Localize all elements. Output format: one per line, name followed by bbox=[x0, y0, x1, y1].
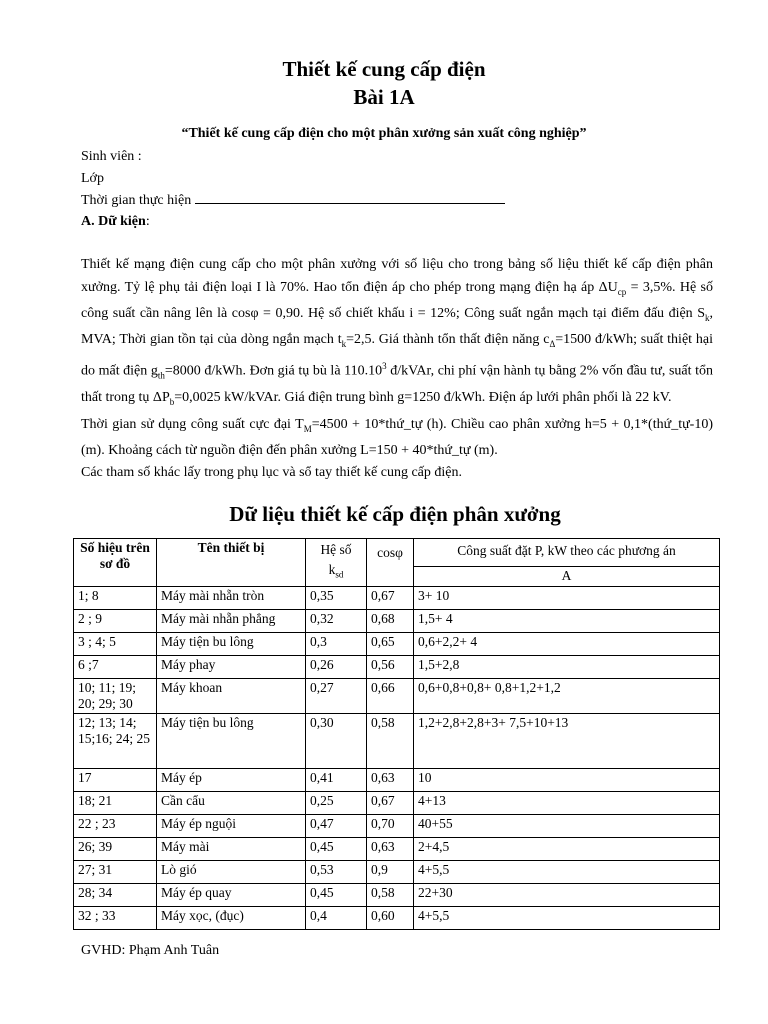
p1-sub-th: th bbox=[157, 370, 165, 381]
header-variant-a: A bbox=[414, 567, 720, 587]
cell-cos: 0,56 bbox=[367, 656, 414, 679]
cell-power: 2+4,5 bbox=[414, 838, 720, 861]
table-row bbox=[74, 884, 720, 907]
table-row bbox=[74, 610, 720, 633]
instructor-line: GVHD: Phạm Anh Tuân bbox=[81, 943, 220, 958]
p1-sub-b: b bbox=[169, 397, 175, 408]
header-cosphi: cosφ bbox=[367, 539, 414, 587]
cell-cos: 0,70 bbox=[367, 815, 414, 838]
cell-ksd: 0,4 bbox=[306, 907, 367, 930]
p1-text-a: Thiết kế mạng điện cung cấp cho một phân xưởng với số liệu cho trong bảng số liệu thiết kế cấp điện phân xưởng. Tỷ lệ phụ tải điện loại I là 70%. Hao tổn điện áp cho phép trong mạng điện hạ áp ΔU bbox=[81, 257, 713, 295]
class-field: Lớp bbox=[81, 171, 104, 186]
p1-text-e: , MVA; Thời gian tồn tại của dòng ngắn mạch t bbox=[81, 305, 713, 348]
cell-id: 2 ; 9 bbox=[74, 610, 157, 633]
cell-id: 17 bbox=[74, 769, 157, 792]
cell-name: Máy ép quay bbox=[157, 884, 306, 907]
time-field-label: Thời gian thực hiện bbox=[81, 193, 192, 208]
p1-text-g: =2,5. Giá thành tổn thất điện năng c bbox=[346, 332, 550, 348]
cell-id: 28; 34 bbox=[74, 884, 157, 907]
cell-ksd: 0,30 bbox=[306, 714, 367, 769]
paragraph-1 bbox=[81, 254, 713, 414]
table-row bbox=[74, 769, 720, 792]
cell-power: 0,6+2,2+ 4 bbox=[414, 633, 720, 656]
table-row bbox=[74, 633, 720, 656]
cell-ksd: 0,26 bbox=[306, 656, 367, 679]
cell-name: Máy tiện bu lông bbox=[157, 714, 306, 769]
cell-cos: 0,60 bbox=[367, 907, 414, 930]
cell-name: Máy xọc, (đục) bbox=[157, 907, 306, 930]
student-field: Sinh viên : bbox=[81, 149, 142, 164]
table-body bbox=[74, 587, 720, 930]
table-row bbox=[74, 815, 720, 838]
cell-cos: 0,67 bbox=[367, 587, 414, 610]
p1-text-o: =0,0025 kW/kVAr. Giá điện trung bình g=1250 đ/kWh. Điện áp lưới phân phối là 22 kV. bbox=[174, 390, 672, 406]
cell-power: 10 bbox=[414, 769, 720, 792]
cell-power: 4+5,5 bbox=[414, 861, 720, 884]
time-field-blank-line bbox=[195, 192, 505, 204]
cell-power: 1,5+ 4 bbox=[414, 610, 720, 633]
cell-name: Máy tiện bu lông bbox=[157, 633, 306, 656]
p1-text-m: đ/kVAr, chi phí vận hành tụ bằng 2% vốn đầu tư, suất tổn thất trong tụ ΔP bbox=[81, 364, 713, 406]
cell-ksd: 0,45 bbox=[306, 838, 367, 861]
cell-cos: 0,9 bbox=[367, 861, 414, 884]
cell-cos: 0,65 bbox=[367, 633, 414, 656]
header-device-name: Tên thiết bị bbox=[157, 539, 306, 587]
header-ksd-sub: sd bbox=[335, 569, 344, 580]
cell-power: 40+55 bbox=[414, 815, 720, 838]
document-subtitle: Bài 1A bbox=[353, 85, 415, 109]
cell-cos: 0,58 bbox=[367, 714, 414, 769]
cell-name: Máy mài bbox=[157, 838, 306, 861]
cell-ksd: 0,53 bbox=[306, 861, 367, 884]
cell-power: 1,5+2,8 bbox=[414, 656, 720, 679]
header-power: Công suất đặt P, kW theo các phương án bbox=[414, 539, 720, 567]
cell-id: 18; 21 bbox=[74, 792, 157, 815]
cell-cos: 0,58 bbox=[367, 884, 414, 907]
p1-sub-k: k bbox=[705, 312, 710, 323]
cell-ksd: 0,47 bbox=[306, 815, 367, 838]
p1-sub-tk: k bbox=[341, 338, 347, 349]
cell-name: Máy phay bbox=[157, 656, 306, 679]
table-row bbox=[74, 792, 720, 815]
cell-id: 3 ; 4; 5 bbox=[74, 633, 157, 656]
table-title: Dữ liệu thiết kế cấp điện phân xưởng bbox=[229, 502, 561, 526]
table-row bbox=[74, 907, 720, 930]
equipment-table bbox=[73, 538, 720, 930]
table-row bbox=[74, 714, 720, 769]
table-row bbox=[74, 587, 720, 610]
cell-name: Lò gió bbox=[157, 861, 306, 884]
assignment-topic: “Thiết kế cung cấp điện cho một phân xưởng sản xuất công nghiệp” bbox=[181, 126, 587, 141]
header-ksd-symbol: k bbox=[328, 562, 336, 577]
cell-power: 4+13 bbox=[414, 792, 720, 815]
requirements-text bbox=[81, 254, 713, 485]
cell-cos: 0,66 bbox=[367, 679, 414, 714]
p2-text-c: =4500 + 10*thứ_tự (h). Chiều cao phân xưởng h=5 + 0,1*(thứ_tự-10) (m). Khoảng cách từ nguồn điện đến phân xưởng L=150 + 40*thứ_tự (m). bbox=[81, 416, 713, 458]
p2-sub-m: M bbox=[303, 423, 312, 434]
p1-text-k: =8000 đ/kWh. Đơn giá tụ bù là 110.10 bbox=[164, 364, 383, 380]
cell-id: 1; 8 bbox=[74, 587, 157, 610]
cell-power: 1,2+2,8+2,8+3+ 7,5+10+13 bbox=[414, 714, 720, 769]
p1-sub-cp: cp bbox=[617, 286, 627, 297]
table-row bbox=[74, 861, 720, 884]
cell-ksd: 0,3 bbox=[306, 633, 367, 656]
section-a-heading bbox=[81, 214, 150, 230]
document-title: Thiết kế cung cấp điện bbox=[282, 57, 486, 81]
p1-sub-delta: Δ bbox=[549, 338, 556, 349]
cell-name: Cần cẩu bbox=[157, 792, 306, 815]
cell-id: 12; 13; 14; 15;16; 24; 25 bbox=[74, 714, 157, 769]
cell-id: 22 ; 23 bbox=[74, 815, 157, 838]
section-a-label: A. Dữ kiện bbox=[81, 214, 146, 229]
cell-ksd: 0,35 bbox=[306, 587, 367, 610]
cell-name: Máy ép bbox=[157, 769, 306, 792]
paragraph-2 bbox=[81, 414, 713, 463]
p1-sup-3: 3 bbox=[382, 361, 387, 372]
table-row bbox=[74, 838, 720, 861]
header-ksd bbox=[306, 539, 367, 587]
cell-name: Máy mài nhẵn phẳng bbox=[157, 610, 306, 633]
cell-id: 10; 11; 19; 20; 29; 30 bbox=[74, 679, 157, 714]
cell-ksd: 0,45 bbox=[306, 884, 367, 907]
cell-id: 32 ; 33 bbox=[74, 907, 157, 930]
cell-ksd: 0,27 bbox=[306, 679, 367, 714]
cell-ksd: 0,41 bbox=[306, 769, 367, 792]
time-field bbox=[81, 192, 505, 209]
cell-name: Máy ép nguội bbox=[157, 815, 306, 838]
header-device-id: Số hiệu trên sơ đồ bbox=[74, 539, 157, 587]
cell-power: 22+30 bbox=[414, 884, 720, 907]
cell-power: 4+5,5 bbox=[414, 907, 720, 930]
cell-cos: 0,68 bbox=[367, 610, 414, 633]
cell-power: 3+ 10 bbox=[414, 587, 720, 610]
cell-cos: 0,63 bbox=[367, 838, 414, 861]
cell-id: 27; 31 bbox=[74, 861, 157, 884]
table-row bbox=[74, 679, 720, 714]
p2-text-a: Thời gian sử dụng công suất cực đại T bbox=[81, 416, 304, 432]
section-a-colon: : bbox=[145, 214, 150, 229]
cell-ksd: 0,25 bbox=[306, 792, 367, 815]
p1-text-c: = 3,5%. Hệ số công suất cần nâng lên là cosφ = 0,90. Hệ số chiết khấu i = 12%; Công suất ngắn mạch tại điểm đấu điện S bbox=[81, 279, 713, 321]
table-row bbox=[74, 656, 720, 679]
header-ksd-label: Hệ số bbox=[320, 542, 352, 557]
cell-cos: 0,67 bbox=[367, 792, 414, 815]
cell-id: 6 ;7 bbox=[74, 656, 157, 679]
paragraph-3: Các tham số khác lấy trong phụ lục và sổ tay thiết kế cung cấp điện. bbox=[81, 465, 463, 481]
cell-id: 26; 39 bbox=[74, 838, 157, 861]
cell-name: Máy khoan bbox=[157, 679, 306, 714]
cell-ksd: 0,32 bbox=[306, 610, 367, 633]
cell-name: Máy mài nhẵn tròn bbox=[157, 587, 306, 610]
cell-power: 0,6+0,8+0,8+ 0,8+1,2+1,2 bbox=[414, 679, 720, 714]
p1-text-i: =1500 đ/kWh; suất thiệt hại do mất điện g bbox=[81, 332, 713, 380]
cell-cos: 0,63 bbox=[367, 769, 414, 792]
